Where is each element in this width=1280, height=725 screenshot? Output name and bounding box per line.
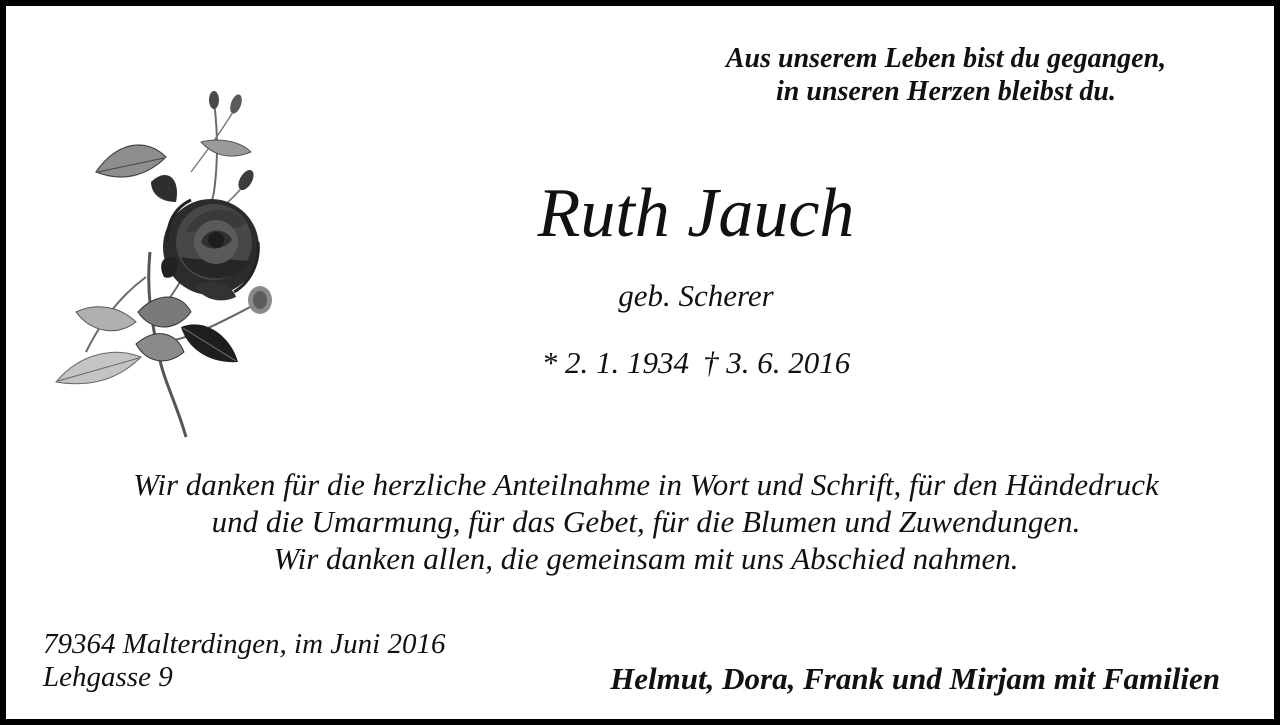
place-and-date: 79364 Malterdingen, im Juni 2016 [43, 628, 446, 660]
thanks-line-1: Wir danken für die herzliche Anteilnahme in Wort und Schrift, für den Händedruck [133, 467, 1159, 502]
deceased-name: Ruth Jauch [537, 175, 855, 252]
family-signature: Helmut, Dora, Frank und Mirjam mit Familien [610, 661, 1220, 696]
rose-icon [46, 82, 296, 442]
death-date: † 3. 6. 2016 [703, 345, 851, 380]
thanks-line-2: und die Umarmung, für das Gebet, für die Blumen und Zuwendungen. [211, 504, 1081, 539]
thanks-line-3: Wir danken allen, die gemeinsam mit uns Abschied nahmen. [273, 541, 1019, 576]
birth-date: * 2. 1. 1934 [541, 345, 689, 380]
thanks-text [36, 466, 1256, 577]
birth-name: geb. Scherer [618, 278, 774, 313]
motto-line-2: in unseren Herzen bleibst du. [776, 76, 1116, 107]
motto [666, 42, 1226, 108]
street-address: Lehgasse 9 [43, 661, 173, 693]
address-block [43, 628, 445, 694]
motto-line-1: Aus unserem Leben bist du gegangen, [725, 43, 1167, 74]
life-dates [446, 343, 946, 383]
